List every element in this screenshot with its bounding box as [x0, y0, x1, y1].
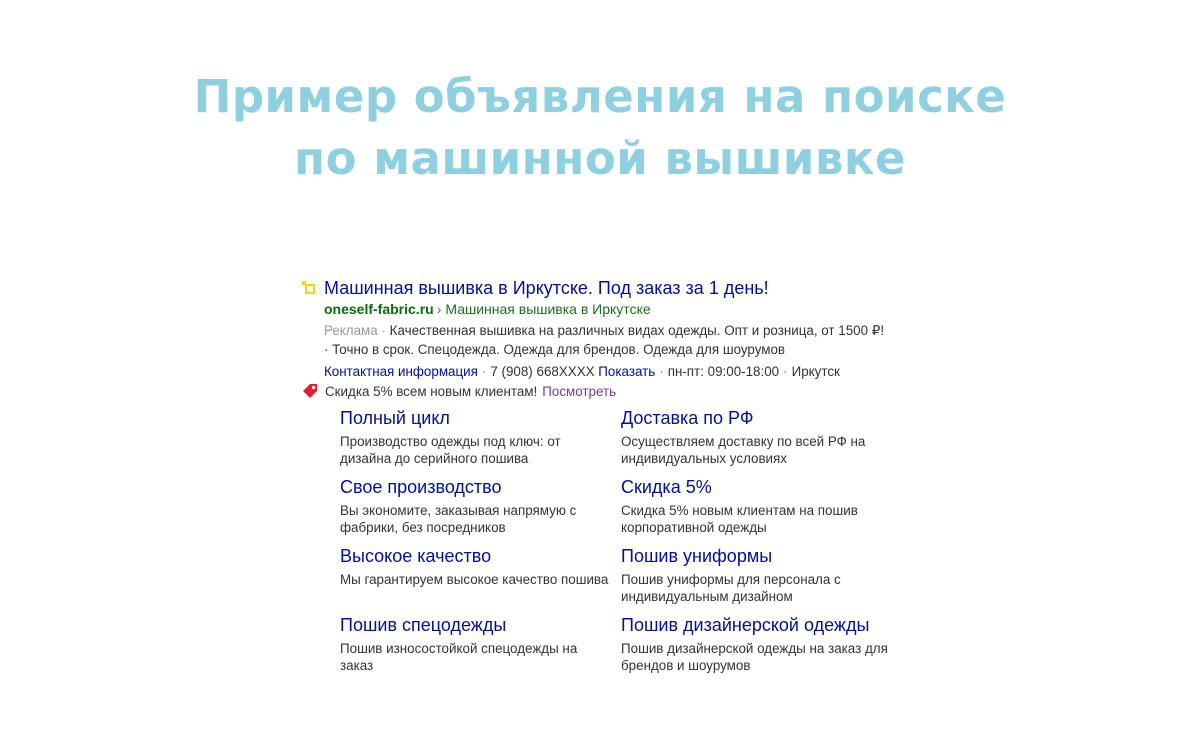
sitelink: [340, 613, 610, 674]
url-separator: ›: [436, 301, 442, 317]
ad-label: Реклама: [324, 323, 378, 338]
slide-title: [0, 66, 1200, 190]
sitelink-title[interactable]: Скидка 5%: [621, 477, 712, 497]
promo-text: Скидка 5% всем новым клиентам!: [325, 384, 538, 399]
ad-label-separator: ·: [381, 323, 386, 338]
sitelink-description: Пошив износостойкой спецодежды на заказ: [340, 641, 578, 673]
price-tag-icon: [302, 383, 319, 400]
sitelink: [340, 406, 610, 467]
ad-description: [324, 321, 889, 359]
sitelink-title[interactable]: Пошив униформы: [621, 546, 773, 566]
city: Иркутск: [791, 364, 840, 379]
sitelink-description: Пошив униформы для персонала с индивидуальным дизайном: [621, 572, 841, 604]
contacts-dot-2: ·: [659, 364, 664, 379]
ad-domain-link[interactable]: oneself-fabric.ru: [324, 301, 434, 317]
sitelink: [621, 475, 891, 536]
sitelink: [621, 406, 891, 467]
sitelink-title[interactable]: Пошив спецодежды: [340, 615, 507, 635]
promo-view-link[interactable]: Посмотреть: [542, 384, 617, 399]
slide-title-line-1: Пример объявления на поиске: [193, 70, 1007, 123]
ad-badge-icon: [302, 281, 316, 295]
sitelink-title[interactable]: Пошив дизайнерской одежды: [621, 615, 870, 635]
sitelink: [621, 613, 891, 674]
ad-url: [324, 300, 902, 319]
sitelink-description: Производство одежды под ключ: от дизайна до серийного пошива: [340, 434, 561, 466]
sitelink-description: Вы экономите, заказывая напрямую с фабрики, без посредников: [340, 503, 577, 535]
sitelink: [621, 544, 891, 605]
ad-title-link[interactable]: Машинная вышивка в Иркутске. Под заказ за 1 день!: [324, 278, 769, 298]
show-phone-link[interactable]: Показать: [598, 364, 656, 379]
slide-title-line-2: по машинной вышивке: [294, 132, 906, 185]
sitelink-description: Осуществляем доставку по всей РФ на индивидуальных условиях: [621, 434, 866, 466]
sitelink-title[interactable]: Полный цикл: [340, 408, 450, 428]
ad-text: Качественная вышивка на различных видах одежды. Опт и розница, от 1500 ₽! · Точно в срок. Спецодежда. Одежда для брендов. Одежда для шоурумов: [324, 323, 885, 357]
sitelink-description: Пошив дизайнерской одежды на заказ для брендов и шоурумов: [621, 641, 888, 673]
phone-number: 7 (908) 668XXXX: [490, 364, 595, 379]
sitelink-title[interactable]: Высокое качество: [340, 546, 492, 566]
ad-path-link[interactable]: Машинная вышивка в Иркутске: [445, 301, 651, 317]
search-ad: [302, 276, 902, 401]
sitelink-title[interactable]: Свое производство: [340, 477, 502, 497]
working-hours: пн-пт: 09:00-18:00: [667, 364, 780, 379]
sitelink: [340, 475, 610, 536]
sitelink-description: Мы гарантируем высокое качество пошива: [340, 572, 609, 587]
contacts-dot-3: ·: [783, 364, 788, 379]
ad-promo: [302, 382, 902, 401]
sitelink: [340, 544, 610, 588]
sitelink-title[interactable]: Доставка по РФ: [621, 408, 754, 428]
contacts-dot-1: ·: [481, 364, 487, 379]
sitelinks: [340, 406, 940, 686]
sitelink-description: Скидка 5% новым клиентам на пошив корпоративной одежды: [621, 503, 858, 535]
ad-contacts: [324, 362, 902, 381]
contact-info-link[interactable]: Контактная информация: [324, 364, 478, 379]
